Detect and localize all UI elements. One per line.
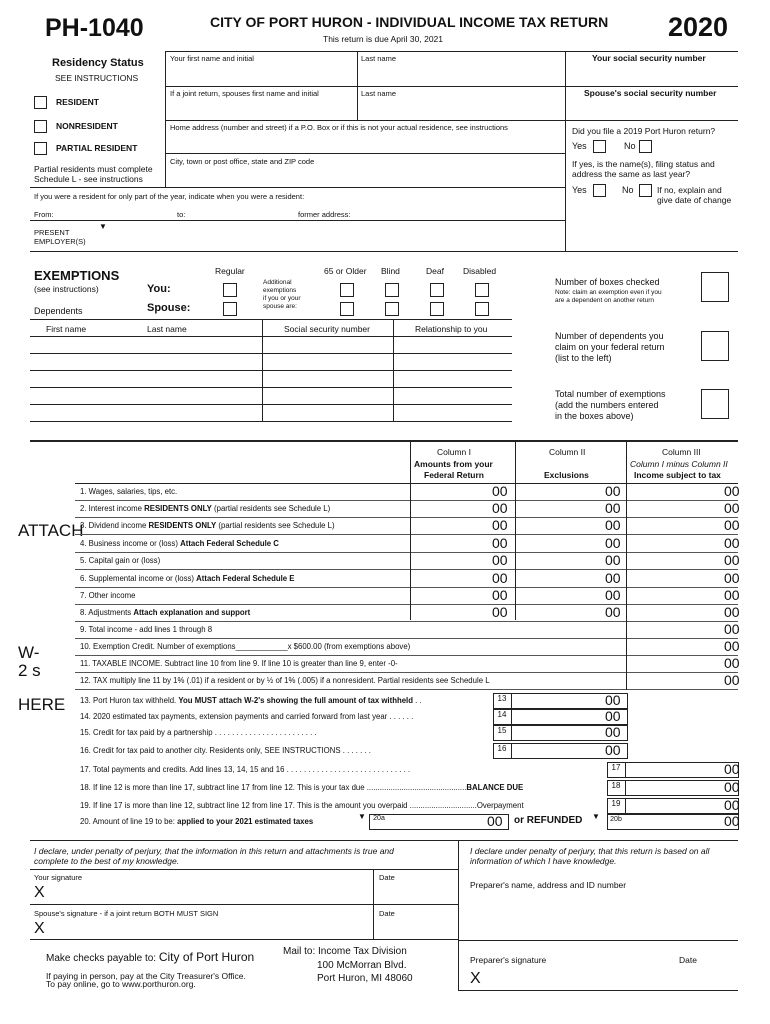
spouse-deaf-checkbox[interactable]: [430, 302, 444, 316]
line-14-cents: 00: [605, 708, 621, 724]
line-15-label: 15. Credit for tax paid by a partnership . . . . . . . . . . . . . . . . . . . . . . . .: [80, 728, 317, 737]
nonresident-label: NONRESIDENT: [56, 121, 118, 131]
spouse-last-name-input[interactable]: [358, 99, 564, 119]
preparer-date-label: Date: [679, 955, 697, 965]
same-no-checkbox[interactable]: [639, 184, 652, 197]
age65-label: 65 or Older: [324, 266, 367, 276]
spouse-ssn-input[interactable]: [566, 99, 736, 119]
col3-cents: 00: [724, 552, 740, 568]
column-3-label: Column III: [662, 447, 701, 457]
line-18-label: 18. If line 12 is more than line 17, subtract line 17 from line 12. This is your tax due ..............................................BALANCE DUE: [80, 783, 524, 792]
spouse-signature-label: Spouse's signature - if a joint return BOTH MUST SIGN: [34, 909, 219, 918]
column-2-label: Column II: [549, 447, 586, 457]
same-as-last-year-q: If yes, is the name(s), filing status and: [572, 159, 715, 169]
total-exemptions-label-2: (add the numbers entered: [555, 400, 659, 410]
preparer-name-input[interactable]: [470, 892, 735, 932]
joint-last-name-label: Last name: [361, 89, 397, 98]
column-3-sub: Column I minus Column II: [630, 459, 728, 469]
col3-cents: 00: [724, 535, 740, 551]
same-yes-checkbox[interactable]: [593, 184, 606, 197]
you-disabled-checkbox[interactable]: [475, 283, 489, 297]
preparer-declaration: I declare under penalty of perjury, that this return is based on all: [470, 846, 710, 856]
arrow-right-icon: ▼: [358, 812, 366, 821]
disabled-label: Disabled: [463, 266, 497, 276]
mail-address: 100 McMorran Blvd.: [317, 960, 407, 971]
line-3-col3-input[interactable]: [627, 518, 721, 533]
boxes-checked-input[interactable]: [701, 272, 729, 302]
spouse-first-name-input[interactable]: [166, 99, 356, 119]
additional-label: Additional: [263, 279, 292, 286]
col2-cents: 00: [605, 587, 621, 603]
line-20b-number: 20b: [610, 816, 622, 823]
line-5-col2-input[interactable]: [516, 553, 602, 568]
line-3-col1-input[interactable]: [411, 518, 489, 533]
line-9-label: 9. Total income - add lines 1 through 8: [80, 625, 213, 634]
line-15-number: 15: [497, 726, 507, 735]
col3-cents: 00: [724, 517, 740, 533]
present-employer-label-2: EMPLOYER(S): [34, 237, 86, 246]
col2-cents: 00: [605, 517, 621, 533]
line-17-number: 17: [611, 763, 621, 772]
line-4-col2-input[interactable]: [516, 536, 602, 551]
line-4-col1-input[interactable]: [411, 536, 489, 551]
line-6-col1-input[interactable]: [411, 571, 489, 586]
joint-first-name-label: If a joint return, spouses first name and initial: [170, 89, 319, 98]
present-employer-label: PRESENT: [34, 228, 70, 237]
line-7-col1-input[interactable]: [411, 588, 489, 603]
line-3-label: 3. Dividend income RESIDENTS ONLY (partial residents see Schedule L): [80, 521, 335, 530]
w2-side-label: W-: [18, 643, 40, 662]
additional-label-3: if you or your: [263, 295, 301, 302]
part-year-note: If you were a resident for only part of the year, indicate when you were a resident:: [34, 192, 305, 201]
same-as-last-year-q2: address the same as last year?: [572, 169, 691, 179]
partial-resident-checkbox[interactable]: [34, 142, 47, 155]
declaration-text: I declare, under penalty of perjury, that the information in this return and attachments is true and: [34, 846, 394, 856]
line-17-label: 17. Total payments and credits. Add lines 13, 14, 15 and 16 . . . . . . . . . . . . . . . . . . . . . . . . . . . . .: [80, 765, 411, 774]
from-label: From:: [34, 210, 54, 219]
column-3-sub-2: Income subject to tax: [634, 470, 721, 480]
line-11-col3-input[interactable]: [627, 656, 721, 671]
dependents-count-label-2: claim on your federal return: [555, 342, 665, 352]
line-11-label: 11. TAXABLE INCOME. Subtract line 10 from line 9. If line 10 is greater than line 9, enter -0-: [80, 659, 398, 668]
line-19-cents: 00: [724, 797, 740, 813]
boxes-checked-note-2: are a dependent on another return: [555, 297, 655, 304]
declaration-text-2: complete to the best of my knowledge.: [34, 856, 180, 866]
line-5-label: 5. Capital gain or (loss): [80, 556, 161, 565]
prior-yes-checkbox[interactable]: [593, 140, 606, 153]
line-6-col2-input[interactable]: [516, 571, 602, 586]
spouse-date-label: Date: [379, 909, 395, 918]
col2-cents: 00: [605, 500, 621, 516]
line-7-col3-input[interactable]: [627, 588, 721, 603]
col1-cents: 00: [492, 535, 508, 551]
your-signature-date-input[interactable]: [376, 883, 456, 903]
col3-cents: 00: [724, 500, 740, 516]
line-16-label: 16. Credit for tax paid to another city. Residents only, SEE INSTRUCTIONS . . . . . . .: [80, 746, 371, 755]
preparer-name-label: Preparer's name, address and ID number: [470, 880, 627, 890]
line-20b-input[interactable]: [607, 814, 739, 830]
mail-city: Port Huron, MI 48060: [317, 973, 413, 984]
line-4-label: 4. Business income or (loss) Attach Federal Schedule C: [80, 539, 279, 548]
line-2-col2-input[interactable]: [516, 501, 602, 516]
line-20a-cents: 00: [487, 813, 503, 829]
line-15-cents: 00: [605, 724, 621, 740]
line-20a-number: 20a: [373, 815, 385, 822]
same-yes-label: Yes: [572, 185, 587, 195]
spouse-65-checkbox[interactable]: [340, 302, 354, 316]
home-address-input[interactable]: [166, 133, 564, 152]
col1-cents: 00: [492, 483, 508, 499]
spouse-ssn-label: Spouse's social security number: [584, 88, 717, 98]
preparer-declaration-2: information of which I have knowledge.: [470, 856, 617, 866]
you-65-checkbox[interactable]: [340, 283, 354, 297]
spouse-signature-date-input[interactable]: [376, 918, 456, 938]
dep-relationship-col: Relationship to you: [415, 324, 488, 334]
first-name-input[interactable]: [166, 64, 356, 85]
same-no-label: No: [622, 185, 634, 195]
line-8-col1-input[interactable]: [411, 605, 489, 620]
here-side-label: HERE: [18, 695, 66, 714]
line-18-cents: 00: [724, 779, 740, 795]
preparer-signature-label: Preparer's signature: [470, 955, 547, 965]
col3-cents: 00: [724, 570, 740, 586]
residency-instructions: SEE INSTRUCTIONS: [55, 73, 139, 83]
resident-checkbox[interactable]: [34, 96, 47, 109]
col3-cents: 00: [724, 655, 740, 671]
ssn-input[interactable]: [566, 64, 736, 85]
col1-cents: 00: [492, 604, 508, 620]
line-19-label: 19. If line 17 is more than line 12, subtract line 12 from line 17. This is the amount you overpaid ...............................Overpayment: [80, 801, 524, 810]
line-2-label: 2. Interest income RESIDENTS ONLY (partial residents see Schedule L): [80, 504, 331, 513]
col1-cents: 00: [492, 500, 508, 516]
pay-in-person-note: If paying in person, pay at the City Treasurer's Office.: [46, 971, 246, 981]
date-label: Date: [379, 873, 395, 882]
boxes-checked-label: Number of boxes checked: [555, 277, 660, 287]
w2s-side-label: 2 s: [18, 661, 41, 680]
line-17-cents: 00: [724, 761, 740, 777]
if-no-explain: If no, explain and: [657, 185, 722, 195]
line-7-col2-input[interactable]: [516, 588, 602, 603]
line-16-number: 16: [497, 744, 507, 753]
col3-cents: 00: [724, 672, 740, 688]
line-14-label: 14. 2020 estimated tax payments, extension payments and carried forward from last year . . . . . .: [80, 712, 414, 721]
resident-label: RESIDENT: [56, 97, 99, 107]
spouse-disabled-checkbox[interactable]: [475, 302, 489, 316]
mail-to-line: Mail to: Income Tax Division: [283, 946, 407, 957]
your-signature-label: Your signature: [34, 873, 83, 882]
additional-label-2: exemptions: [263, 287, 297, 294]
col1-cents: 00: [492, 552, 508, 568]
exemptions-heading: EXEMPTIONS: [34, 268, 120, 283]
page-title: CITY OF PORT HURON - INDIVIDUAL INCOME TAX RETURN: [210, 14, 609, 30]
regular-label: Regular: [215, 266, 245, 276]
line-13-cents: 00: [605, 692, 621, 708]
refunded-label: or REFUNDED: [514, 815, 583, 826]
prior-return-question: Did you file a 2019 Port Huron return?: [572, 126, 716, 136]
line-8-col3-input[interactable]: [627, 605, 721, 620]
line-7-label: 7. Other income: [80, 591, 136, 600]
line-1-col2-input[interactable]: [516, 484, 602, 499]
exemptions-instructions: (see instructions): [34, 284, 99, 294]
line-8-col2-input[interactable]: [516, 605, 602, 620]
line-1-col3-input[interactable]: [627, 484, 721, 499]
ssn-label: Your social security number: [592, 53, 706, 63]
line-13-number: 13: [497, 694, 507, 703]
spouse-signature-input[interactable]: [50, 918, 370, 938]
checks-payee: City of Port Huron: [158, 950, 255, 964]
due-note: This return is due April 30, 2021: [323, 34, 444, 44]
line-18-amount-input[interactable]: [625, 780, 739, 796]
line-10-col3-input[interactable]: [627, 639, 721, 654]
line-8-label: 8. Adjustments Attach explanation and support: [80, 608, 251, 617]
col1-cents: 00: [492, 587, 508, 603]
line-1-label: 1. Wages, salaries, tips, etc.: [80, 487, 178, 496]
line-1-col1-input[interactable]: [411, 484, 489, 499]
additional-label-4: spouse are:: [263, 303, 297, 310]
arrow-icon: ▼: [592, 812, 600, 821]
to-label: to:: [177, 210, 186, 219]
line-6-col3-input[interactable]: [627, 571, 721, 586]
last-name-label: Last name: [361, 54, 397, 63]
checks-payable: [46, 950, 254, 964]
line-5-col3-input[interactable]: [627, 553, 721, 568]
total-exemptions-label: Total number of exemptions: [555, 389, 666, 399]
home-address-label: Home address (number and street) if a P.O. Box or if this is not your actual residence, see instructions: [170, 123, 508, 132]
preparer-signature-x: X: [470, 970, 481, 987]
line-4-col3-input[interactable]: [627, 536, 721, 551]
dependents-label: Dependents: [34, 306, 83, 316]
attach-side-label: ATTACH: [18, 521, 84, 540]
partial-note-2: Schedule L - see instructions: [34, 174, 143, 184]
column-1-sub-2: Federal Return: [424, 470, 484, 480]
spouse-signature-x: X: [34, 920, 45, 937]
partial-resident-label: PARTIAL RESIDENT: [56, 143, 138, 153]
spouse-label: Spouse:: [147, 302, 191, 314]
prior-no-label: No: [624, 141, 636, 151]
first-name-label: Your first name and initial: [170, 54, 254, 63]
dependents-count-label-3: (list to the left): [555, 353, 612, 363]
dep-first-name-col: First name: [46, 324, 87, 334]
line-20b-cents: 00: [724, 813, 740, 829]
dependents-count-label: Number of dependents you: [555, 331, 664, 341]
city-label: City, town or post office, state and ZIP code: [170, 157, 315, 166]
prior-no-checkbox[interactable]: [639, 140, 652, 153]
dependents-table-input[interactable]: [34, 338, 509, 420]
line-13-label: 13. Port Huron tax withheld. You MUST attach W-2's showing the full amount of tax withheld . .: [80, 696, 422, 705]
col3-cents: 00: [724, 587, 740, 603]
col2-cents: 00: [605, 552, 621, 568]
col2-cents: 00: [605, 570, 621, 586]
line-12-label: 12. TAX multiply line 11 by 1% (.01) if a resident or by ½ of 1% (.005) if a nonresident. Partial residents see Schedule L: [80, 676, 490, 685]
arrow-down-icon: ▼: [99, 222, 107, 231]
line-12-col3-input[interactable]: [627, 673, 721, 688]
dependents-count-input[interactable]: [701, 331, 729, 361]
col3-cents: 00: [724, 483, 740, 499]
nonresident-checkbox[interactable]: [34, 120, 47, 133]
column-2-sub: Exclusions: [544, 470, 589, 480]
prior-yes-label: Yes: [572, 141, 587, 151]
col2-cents: 00: [605, 604, 621, 620]
boxes-checked-note: Note: claim an exemption even if you: [555, 289, 662, 296]
blind-label: Blind: [381, 266, 400, 276]
col1-cents: 00: [492, 570, 508, 586]
your-signature-x: X: [34, 884, 45, 901]
former-address-label: former address:: [298, 210, 351, 219]
line-16-cents: 00: [605, 742, 621, 758]
column-1-sub: Amounts from your: [414, 459, 493, 469]
your-signature-input[interactable]: [50, 883, 370, 903]
line-6-label: 6. Supplemental income or (loss) Attach Federal Schedule E: [80, 574, 295, 583]
if-no-explain-2: give date of change: [657, 195, 732, 205]
pay-online-note: To pay online, go to www.porthuron.org.: [46, 979, 196, 989]
line-17-amount-input[interactable]: [625, 762, 739, 778]
col3-cents: 00: [724, 604, 740, 620]
line-2-col1-input[interactable]: [411, 501, 489, 516]
line-19-number: 19: [611, 799, 621, 808]
residency-heading: Residency Status: [52, 57, 144, 69]
line-9-col3-input[interactable]: [627, 622, 721, 637]
tax-year: 2020: [668, 12, 729, 42]
you-blind-checkbox[interactable]: [385, 283, 399, 297]
partial-note: Partial residents must complete: [34, 164, 153, 174]
column-1-label: Column I: [437, 447, 472, 457]
you-regular-checkbox[interactable]: [223, 283, 237, 297]
col2-cents: 00: [605, 535, 621, 551]
form-id: PH-1040: [45, 14, 144, 42]
col1-cents: 00: [492, 517, 508, 533]
preparer-signature-input[interactable]: [486, 968, 736, 988]
dep-last-name-col: Last name: [147, 324, 187, 334]
dep-ssn-col: Social security number: [284, 324, 370, 334]
col2-cents: 00: [605, 483, 621, 499]
line-18-number: 18: [611, 781, 621, 790]
col3-cents: 00: [724, 638, 740, 654]
line-19-amount-input[interactable]: [625, 798, 739, 814]
line-14-number: 14: [497, 710, 507, 719]
city-input[interactable]: [166, 167, 564, 186]
col3-cents: 00: [724, 621, 740, 637]
line-2-col3-input[interactable]: [627, 501, 721, 516]
spouse-regular-checkbox[interactable]: [223, 302, 237, 316]
line-10-label: 10. Exemption Credit. Number of exemptions____________x $600.00 (from exemptions above): [80, 642, 411, 651]
spouse-blind-checkbox[interactable]: [385, 302, 399, 316]
line-20-label: 20. Amount of line 19 to be: applied to your 2021 estimated taxes: [80, 817, 314, 826]
line-5-col1-input[interactable]: [411, 553, 489, 568]
deaf-label: Deaf: [426, 266, 444, 276]
total-exemptions-input[interactable]: [701, 389, 729, 419]
you-deaf-checkbox[interactable]: [430, 283, 444, 297]
total-exemptions-label-3: in the boxes above): [555, 411, 634, 421]
line-3-col2-input[interactable]: [516, 518, 602, 533]
you-label: You:: [147, 283, 171, 295]
last-name-input[interactable]: [358, 64, 564, 85]
checks-payable-label: Make checks payable to:: [46, 953, 159, 964]
